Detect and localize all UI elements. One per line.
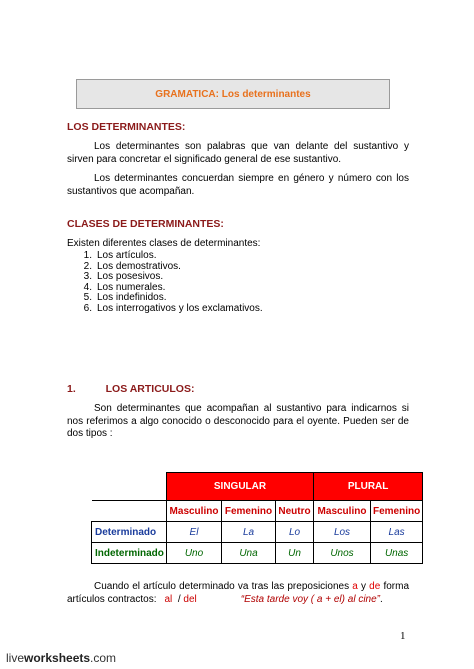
table-cell: El [167,522,222,543]
preposition-de: de [369,581,381,592]
subheader-masculino: Masculino [167,501,222,522]
list-item-number: 5. [83,292,92,304]
table-cell: Una [222,543,276,564]
page-title: GRAMATICA: Los determinantes [155,88,311,100]
paragraph-contractos [67,581,409,606]
header-plural: PLURAL [314,473,423,501]
contract-del: del [183,593,197,605]
list-item-number: 1. [83,250,92,261]
section-heading-determinantes: LOS DETERMINANTES: [67,121,186,133]
table-row [92,543,423,564]
table-cell: Un [276,543,314,564]
contract-al: al [164,593,173,605]
table-row [92,522,423,543]
contract-y: y [360,581,366,592]
footer-logo-post: .com [90,651,117,665]
list-item-text: Los numerales. [97,281,166,293]
row-label-determinado: Determinado [92,522,167,543]
paragraph-articulos [67,403,409,441]
contract-example-quote: “Esta tarde voy ( a + el) al cine” [240,593,380,605]
table-cell: Los [314,522,371,543]
section-heading-articulos [67,383,194,395]
header-singular: SINGULAR [167,473,314,501]
paragraph-agreement [67,173,409,198]
list-item-text: Los indefinidos. [97,292,167,304]
list-item-number: 6. [83,302,92,314]
contract-text-2: forma artículos contractos: [67,581,410,605]
section-number: 1. [67,383,76,395]
table-corner-cell [92,501,167,522]
table-cell: Unas [371,543,423,564]
table-cell: Las [371,522,423,543]
title-box [76,79,390,109]
list-item-number: 2. [83,260,92,272]
table-cell: Lo [276,522,314,543]
contract-text-1: Cuando el artículo determinado va tras las preposiciones [94,581,350,592]
list-item-text: Los posesivos. [97,271,164,283]
list-item [80,251,263,262]
footer-logo-bold: worksheets [24,651,91,665]
subheader-femenino: Femenino [222,501,276,522]
articles-table [91,472,423,564]
preposition-a: a [352,581,358,592]
row-label-indeterminado: Indeterminado [92,543,167,564]
contract-slash: / [177,593,181,605]
subheader-neutro: Neutro [276,501,314,522]
paragraph-definition [67,141,409,166]
page-number: 1 [400,630,406,642]
table-cell: Unos [314,543,371,564]
list-item-number: 4. [83,281,92,293]
list-item-text: Los artículos. [97,250,157,261]
list-item-text: Los interrogativos y los exclamativos. [97,302,263,314]
list-item-text: Los demostrativos. [97,260,181,272]
section-title: LOS ARTICULOS: [105,383,195,395]
paragraph-definition-text: Los determinantes son palabras que van delante del sustantivo y sirven para concretar el significado general de ese sustantivo. [67,141,409,165]
footer-logo-pre: live [6,651,25,665]
subheader-femenino-plural: Femenino [371,501,423,522]
table-blank-cell [92,473,167,501]
clases-list [80,251,263,315]
list-item [80,304,263,315]
table-cell: Uno [167,543,222,564]
list-item-number: 3. [83,271,92,283]
paragraph-articulos-text: Son determinantes que acompañan al sustantivo para indicarnos si nos referimos a algo conocido o desconocido para el oyente. Pueden ser de dos tipos : [67,403,409,439]
clases-intro: Existen diferentes clases de determinantes: [67,238,261,249]
contract-period: . [380,593,383,605]
subheader-masculino-plural: Masculino [314,501,371,522]
table-cell: La [222,522,276,543]
paragraph-agreement-text: Los determinantes concuerdan siempre en género y número con los sustantivos que acompañan. [67,173,409,197]
footer-logo[interactable] [6,651,116,665]
section-heading-clases: CLASES DE DETERMINANTES: [67,218,224,230]
